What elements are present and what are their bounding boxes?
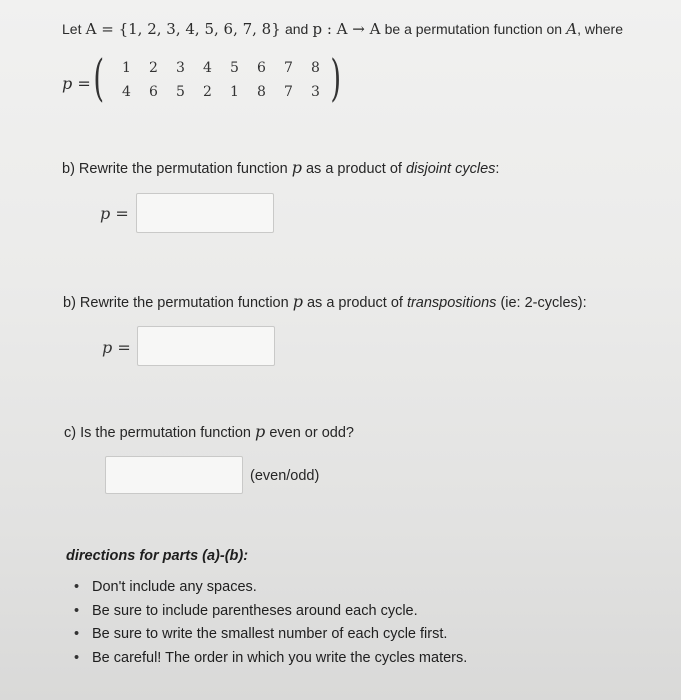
where-word: , where [577, 21, 624, 37]
matrix-cell: 5 [230, 60, 239, 76]
matrix-cell: 7 [284, 60, 293, 76]
question-emphasis: disjoint cycles [405, 161, 496, 177]
directions-title: directions for parts (a)-(b): [66, 548, 249, 564]
set-name: A [566, 20, 578, 38]
list-item: • Be sure to write the smallest number of each cycle first. [74, 623, 467, 647]
matrix-cell: 6 [257, 60, 266, 76]
list-item: • Be sure to include parentheses around each cycle. [74, 600, 467, 624]
question-text: c) Is the permutation function [64, 425, 251, 441]
question-text: : [495, 161, 500, 177]
variable-p: p [291, 158, 302, 177]
matrix-cell: 3 [311, 84, 320, 100]
answer-label: p = [100, 204, 129, 223]
question-text: b) Rewrite the permutation function [62, 161, 288, 177]
matrix-cell: 4 [122, 84, 131, 100]
matrix-cell: 8 [257, 84, 266, 100]
let-word: Let [62, 21, 82, 37]
left-paren: ( [93, 49, 105, 107]
problem-statement [62, 18, 623, 41]
list-item: • Be careful! The order in which you write the cycles maters. [74, 647, 467, 671]
question-text: even or odd? [269, 425, 354, 441]
matrix-cell: 7 [284, 84, 293, 100]
question-emphasis: transpositions [406, 295, 497, 311]
question-disjoint-cycles [62, 158, 499, 177]
matrix-bottom-row [113, 84, 329, 100]
disjoint-cycles-input[interactable] [136, 193, 274, 233]
even-odd-hint: (even/odd) [250, 468, 320, 484]
answer-label: p = [102, 338, 131, 357]
directions-list [74, 576, 467, 670]
matrix-cell: 8 [311, 60, 320, 76]
matrix-label: p = [62, 74, 91, 93]
matrix-cell: 4 [203, 60, 212, 76]
list-item: • Don't include any spaces. [74, 576, 467, 600]
variable-p: p [292, 292, 303, 311]
matrix-cell: 2 [203, 84, 212, 100]
permutation-matrix [93, 49, 342, 108]
matrix-cell: 1 [122, 60, 131, 76]
question-transpositions [63, 292, 587, 311]
function-definition: p : A → A [312, 20, 381, 38]
and-word: and [284, 21, 309, 37]
matrix-cell: 2 [149, 60, 158, 76]
question-text: as a product of [306, 295, 403, 311]
transpositions-input[interactable] [137, 326, 275, 366]
question-text: b) Rewrite the permutation function [63, 295, 289, 311]
matrix-top-row [113, 60, 329, 76]
matrix-cell: 6 [149, 84, 158, 100]
matrix-cell: 5 [176, 84, 185, 100]
even-odd-input[interactable] [105, 456, 243, 494]
set-definition: A = {1, 2, 3, 4, 5, 6, 7, 8} [85, 20, 281, 38]
question-even-odd [64, 422, 354, 441]
intro-tail: be a permutation function on [384, 21, 563, 37]
question-text: as a product of [305, 161, 402, 177]
right-paren: ) [330, 49, 342, 107]
matrix-cell: 3 [176, 60, 185, 76]
question-text: (ie: 2-cycles): [500, 295, 587, 311]
variable-p: p [255, 422, 266, 441]
matrix-cell: 1 [230, 84, 239, 100]
